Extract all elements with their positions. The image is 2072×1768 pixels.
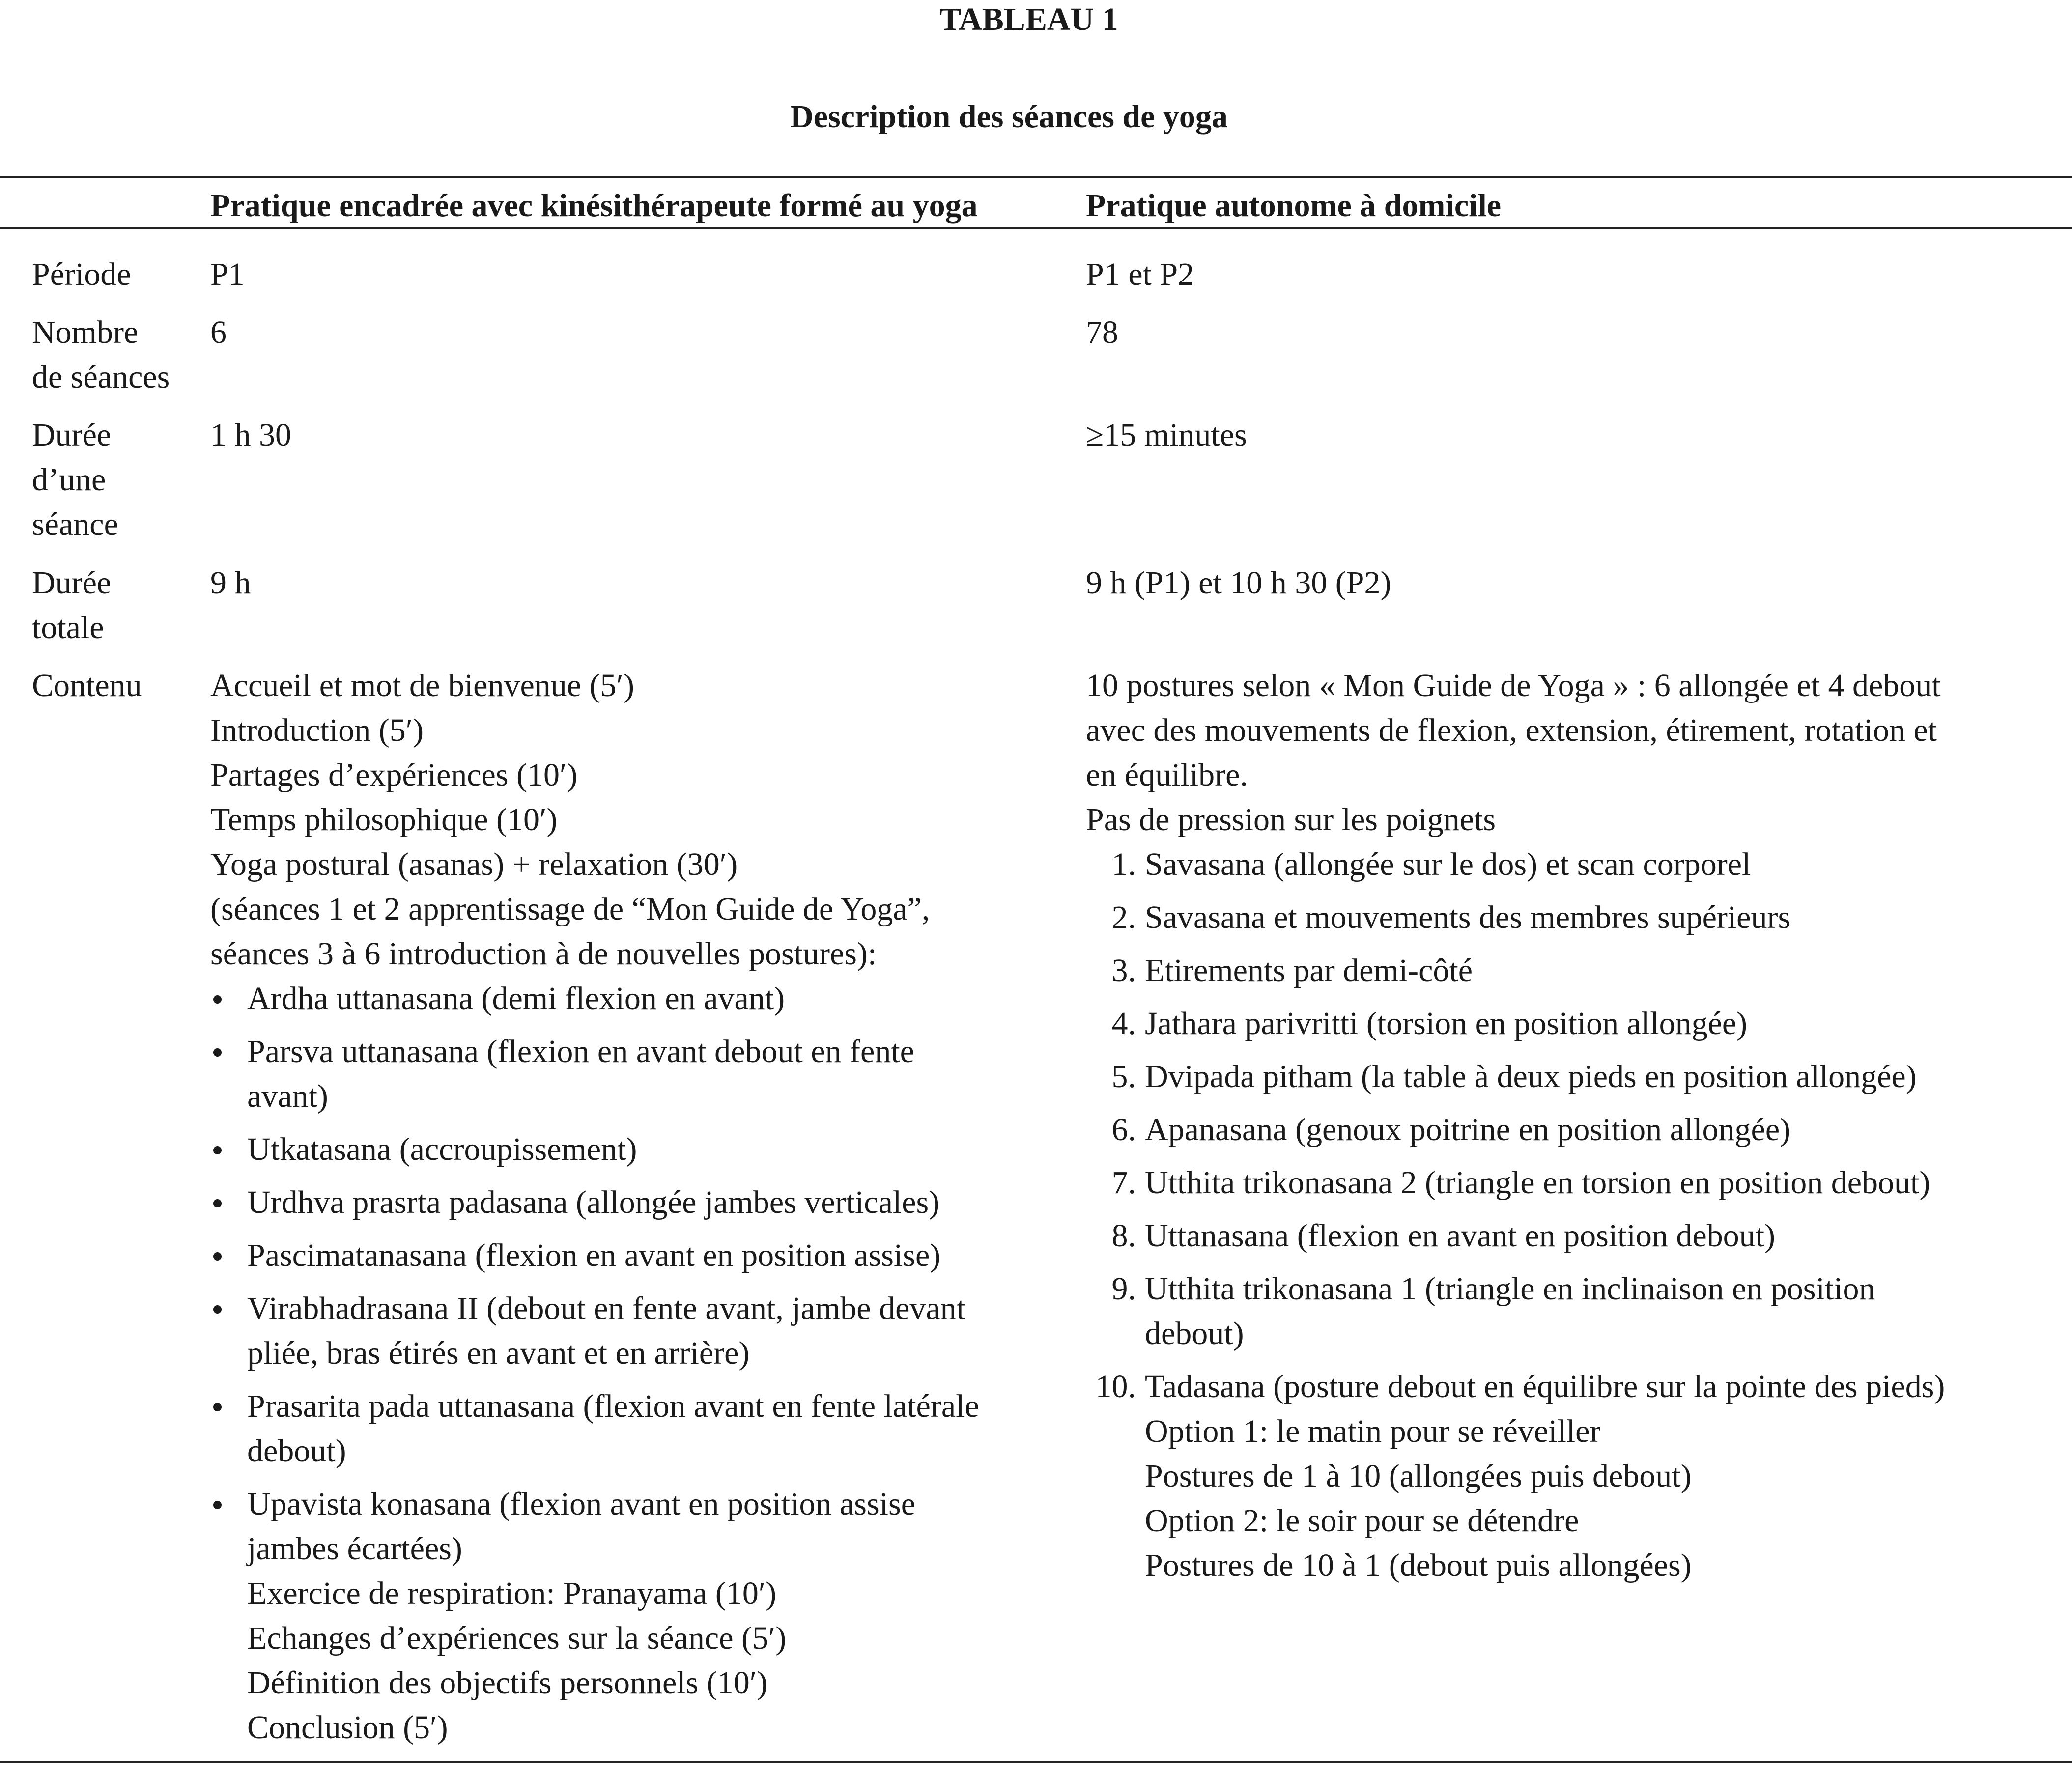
encadree-intro-line: Yoga postural (asanas) + relaxation (30′) (210, 846, 738, 882)
autonome-intro-line: Pas de pression sur les poignets (1086, 802, 1496, 838)
asana-bullet-item: Ardha uttanasana (demi flexion en avant) (210, 976, 979, 1021)
encadree-closing-line: Echanges d’expériences sur la séance (5′) (247, 1620, 787, 1656)
posture-list-item: 3. Etirements par demi-côté (1111, 953, 1473, 988)
encadree-intro-line: séances 3 à 6 introduction à de nouvelles postures): (210, 936, 877, 972)
nombre-encadree: 6 (210, 314, 227, 350)
bullet-icon (213, 1146, 222, 1154)
posture-list-item: 9. Utthita trikonasana 1 (triangle en inclinaison en position debout) (1111, 1271, 1875, 1351)
posture-list-item: 8. Uttanasana (flexion en avant en position debout) (1111, 1218, 1775, 1254)
posture-list-item: 4. Jathara parivritti (torsion en position allongée) (1111, 1006, 1748, 1041)
encadree-intro-line: Accueil et mot de bienvenue (5′) (210, 668, 634, 703)
option-line: Option 2: le soir pour se détendre (1145, 1503, 1579, 1539)
duree-totale-encadree: 9 h (210, 565, 251, 601)
encadree-closing-line: Définition des objectifs personnels (10′) (247, 1665, 768, 1701)
header-rule (0, 227, 2072, 229)
row-label-duree-totale: Durée totale (32, 565, 112, 645)
column-header-autonome: Pratique autonome à domicile (1086, 188, 1502, 224)
autonome-intro-line: en équilibre. (1086, 757, 1248, 793)
bullet-icon (213, 1252, 222, 1261)
bullet-icon (213, 1403, 222, 1411)
contenu-encadree (210, 663, 979, 1750)
column-header-encadree: Pratique encadrée avec kinésithérapeute formé au yoga (210, 188, 978, 224)
bullet-icon (213, 1305, 222, 1314)
encadree-closing-line: Exercice de respiration: Pranayama (10′) (247, 1575, 777, 1611)
posture-list-item: 2. Savasana et mouvements des membres supérieurs (1111, 899, 1791, 935)
table-title: TABLEAU 1 (939, 1, 1118, 37)
asana-bullet-item: Utkatasana (accroupissement) (210, 1127, 979, 1172)
periode-encadree: P1 (210, 256, 245, 292)
table-subtitle: Description des séances de yoga (790, 99, 1228, 135)
nombre-autonome: 78 (1086, 314, 1118, 350)
encadree-intro-line: Partages d’expériences (10′) (210, 757, 578, 793)
posture-list-item: 10. Tadasana (posture debout en équilibre sur la pointe des pieds) Option 1: le matin pour se réveiller Postures de 1 à 10 (allongées puis debout) Option 2: le soir pour se détendre Postures de 10 à 1 (debout puis allongées) (1086, 1364, 1945, 1588)
option-line: Postures de 10 à 1 (debout puis allongées) (1145, 1547, 1692, 1583)
bullet-icon (213, 1501, 222, 1509)
asana-bullet-item: Parsva uttanasana (flexion en avant debout en fente avant) (210, 1029, 979, 1119)
duree-seance-autonome: ≥15 minutes (1086, 417, 1247, 453)
bullet-icon (213, 1199, 222, 1207)
row-label-nombre: Nombre de séances (32, 314, 170, 395)
asana-bullet-item: Prasarita pada uttanasana (flexion avant en fente latérale debout) (210, 1384, 979, 1473)
option-line: Postures de 1 à 10 (allongées puis debout) (1145, 1458, 1692, 1494)
asana-bullet-item: Virabhadrasana II (debout en fente avant, jambe devant pliée, bras étirés en avant et en arrière) (210, 1286, 979, 1375)
bottom-rule (0, 1761, 2072, 1763)
posture-list-item: 1. Savasana (allongée sur le dos) et scan corporel (1111, 846, 1751, 882)
encadree-intro-line: Introduction (5′) (210, 712, 424, 748)
row-label-periode: Période (32, 256, 131, 292)
row-label-contenu: Contenu (32, 668, 142, 703)
asana-bullet-item: Pascimatanasana (flexion en avant en position assise) (210, 1233, 979, 1278)
encadree-intro-line: Temps philosophique (10′) (210, 802, 558, 838)
row-label-duree-seance: Durée d’une séance (32, 417, 118, 542)
bullet-icon (213, 1048, 222, 1057)
posture-list-item: 6. Apanasana (genoux poitrine en position allongée) (1111, 1112, 1791, 1148)
autonome-intro-line: 10 postures selon « Mon Guide de Yoga » : 6 allongée et 4 debout (1086, 668, 1941, 703)
duree-totale-autonome: 9 h (P1) et 10 h 30 (P2) (1086, 565, 1391, 601)
encadree-intro-line: (séances 1 et 2 apprentissage de “Mon Guide de Yoga”, (210, 891, 930, 927)
encadree-closing-line: Conclusion (5′) (247, 1710, 448, 1745)
duree-seance-encadree: 1 h 30 (210, 417, 291, 453)
option-line: Option 1: le matin pour se réveiller (1145, 1413, 1601, 1449)
posture-list-item: 5. Dvipada pitham (la table à deux pieds en position allongée) (1111, 1059, 1917, 1094)
top-rule (0, 176, 2072, 178)
asana-bullet-item: Urdhva prasrta padasana (allongée jambes verticales) (210, 1180, 979, 1225)
autonome-intro-line: avec des mouvements de flexion, extension, étirement, rotation et (1086, 712, 1937, 748)
periode-autonome: P1 et P2 (1086, 256, 1194, 292)
contenu-autonome (1086, 663, 1945, 1588)
asana-bullet-item: Upavista konasana (flexion avant en position assise jambes écartées) Exercice de respiration: Pranayama (10′) Echanges d’expériences sur la séance (5′) Définition des objectifs personnels (10′) Conclusion (5′) (210, 1482, 979, 1750)
posture-list-item: 7. Utthita trikonasana 2 (triangle en torsion en position debout) (1111, 1165, 1930, 1201)
bullet-icon (213, 995, 222, 1004)
